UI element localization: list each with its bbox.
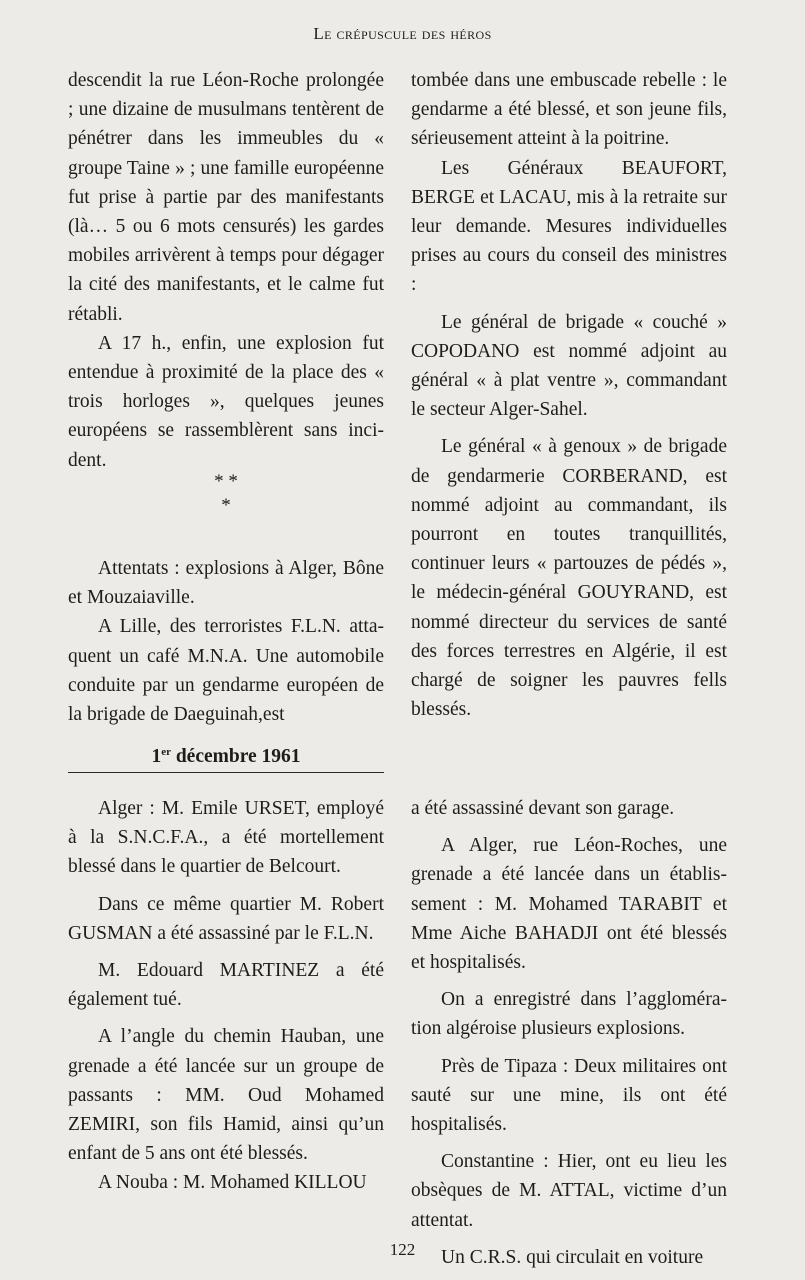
date-heading-rest: décembre 1961	[170, 746, 301, 767]
paragraph: descendit la rue Léon-Roche prolongée ; une dizaine de musulmans tentèrent de pénétrer dans les immeubles du « groupe Taine » ; une famille européenne fut prise à partie par des manifestants (là… 5 ou 6 mots censurés) les gardes mobiles arrivèrent à temps pour dégager la cité des manifestants, et le calme fut rétabli.	[68, 70, 384, 325]
paragraph: A Lille, des terroristes F.L.N. attaquent un café M.N.A. Une automobile conduite par un gendarme européen de la brigade de Daeguinah,est	[68, 616, 384, 726]
paragraph: tombée dans une embuscade rebelle : le gendarme a été blessé, et son jeune fils, sérieusement atteint à la poitrine.	[411, 70, 727, 150]
left-column-bottom	[68, 794, 384, 1198]
page-number: 122	[389, 1240, 416, 1259]
paragraph: Dans ce même quartier M. Robert GUSMAN a été assassiné par le F.L.N.	[68, 893, 384, 944]
left-column-middle	[68, 554, 384, 729]
paragraph: Constantine : Hier, ont eu lieu les obsèques de M. ATTAL, victime d’un attentat.	[411, 1151, 727, 1231]
left-column-top	[68, 66, 384, 475]
right-column-bottom	[411, 794, 727, 1272]
paragraph: Attentats : explosions à Alger, Bône et Mouzaiaville.	[68, 558, 384, 609]
paragraph: Les Généraux BEAUFORT, BERGE et LACAU, mis à la retraite sur leur demande. Mesures individuelles prises au cours du conseil des ministres :	[411, 157, 727, 296]
paragraph: Le général « à genoux » de brigade de gendarmerie CORBERAND, est nommé adjoint au commandant, ils pourront en toutes tranquillités, continuer leurs « partouzes de pédés », le médecin-général GOUYRAND, est nommé directeur du services de santé des forces terrestres en Algérie, il est chargé de soigner les pauvres fells blessés.	[411, 436, 727, 721]
paragraph: A l’angle du chemin Hauban, une grenade a été lancée sur un groupe de passants : MM. Oud Mohamed ZEMIRI, son fils Hamid, ainsi qu’un enfant de 5 ans ont été blessés.	[68, 1026, 384, 1165]
paragraph: Le général de brigade « couché » COPODANO est nommé adjoint au général « à plat ventre », commandant le secteur Alger-Sahel.	[411, 311, 727, 421]
separator-line: * *	[214, 471, 238, 492]
right-column-top	[411, 66, 727, 724]
date-heading-day: 1	[151, 746, 162, 767]
paragraph: A Nouba : M. Mohamed KILLOU	[98, 1172, 367, 1194]
paragraph: A Alger, rue Léon-Roches, une grenade a été lancée dans un établissement : M. Mohamed TARABIT et Mme Aiche BAHADJI ont été blessés et hospitalisés.	[411, 835, 727, 974]
running-header: Le crépuscule des héros	[313, 24, 492, 43]
date-heading	[68, 744, 384, 773]
paragraph: Alger : M. Emile URSET, employé à la S.N.C.F.A., a été mortellement blessé dans le quartier de Belcourt.	[68, 798, 384, 878]
paragraph: Près de Tipaza : Deux militaires ont sauté sur une mine, ils ont été hospitalisés.	[411, 1055, 727, 1136]
date-heading-suffix: er	[161, 746, 171, 758]
section-separator-asterisks	[68, 470, 384, 518]
paragraph: M. Edouard MARTINEZ a été également tué.	[68, 960, 384, 1011]
paragraph: On a enregistré dans l’agglomération algéroise plusieurs explosions.	[411, 989, 727, 1040]
paragraph: a été assassiné devant son garage.	[411, 798, 675, 819]
paragraph: A 17 h., enfin, une explosion fut entendue à proximité de la place des « trois horloges », quelques jeunes européens se rassemblèrent sans incident.	[68, 332, 384, 471]
separator-line: *	[221, 495, 231, 516]
paragraph: Un C.R.S. qui circulait en voiture	[441, 1246, 704, 1268]
